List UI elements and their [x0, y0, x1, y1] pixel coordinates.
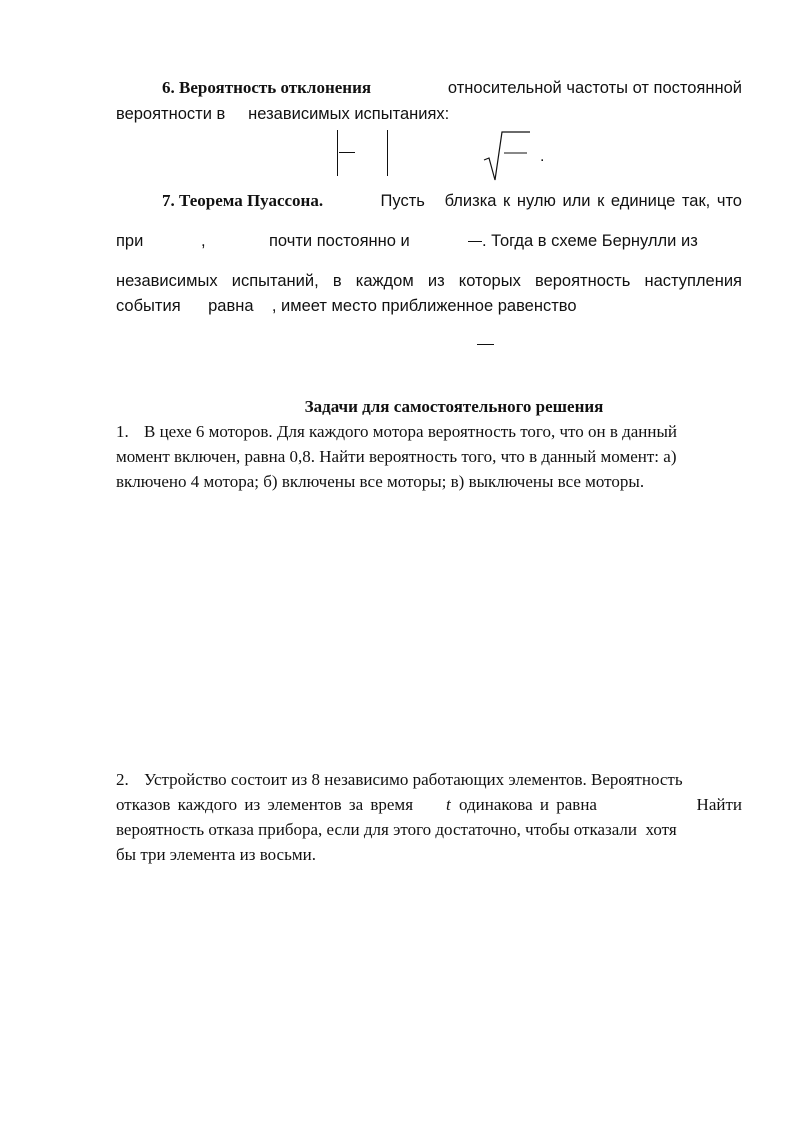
section7-line3-text: независимых испытаний, в каждом из которых вероятность наступления: [116, 272, 742, 290]
sqrt-sign: [482, 128, 532, 184]
task2-number: 2.: [116, 770, 129, 789]
section6-number: 6.: [162, 78, 175, 97]
fraction-bar: [339, 152, 355, 153]
task2-line1-text: Устройство состоит из 8 независимо работающих элементов. Вероятность: [144, 770, 683, 789]
section7-line1-rest: Пусть близка к нулю или к единице так, что: [380, 192, 742, 210]
section7-line1: [116, 190, 742, 212]
formula-period: .: [540, 148, 545, 165]
task2-line2-var: t: [446, 795, 451, 814]
section6-heading: [116, 77, 371, 99]
section7-line2-part3: почти постоянно и: [269, 232, 410, 250]
section7-title: Теорема Пуассона.: [179, 191, 324, 210]
task1-number: 1.: [116, 422, 129, 441]
section6-line1-rest: относительной частоты от постоянной: [447, 79, 742, 97]
task2-line2-part2: одинакова и равна: [459, 795, 597, 814]
section6-title: Вероятность отклонения: [179, 78, 372, 97]
section6-line1: [116, 77, 742, 99]
task2-line2: [116, 794, 742, 816]
task1-line3: включено 4 мотора; б) включены все моторы; в) выключены все моторы.: [116, 472, 645, 491]
section7-line2-part1: при: [116, 232, 144, 250]
section7-heading: [116, 190, 323, 212]
task2-line2-part3: Найти: [696, 795, 742, 814]
task2-line4: бы три элемента из восьми.: [116, 845, 316, 864]
section7-line2: [116, 230, 742, 252]
poisson-fraction-bar: [477, 344, 494, 345]
section7-line3: [116, 270, 742, 292]
section7-line4: события равна , имеет место приближенное равенство: [116, 297, 577, 315]
abs-bar-left: [337, 130, 338, 176]
task2-line3: вероятность отказа прибора, если для этого достаточно, чтобы отказали хотя: [116, 820, 677, 839]
deviation-formula: [330, 128, 560, 184]
section7-number: 7.: [162, 191, 175, 210]
task1-line2: момент включен, равна 0,8. Найти вероятность того, что в данный момент: а): [116, 447, 677, 466]
tasks-heading: Задачи для самостоятельного решения: [304, 397, 604, 416]
abs-bar-right: [387, 130, 388, 176]
lambda-fraction-bar: [468, 241, 482, 242]
task1-line1-text: В цехе 6 моторов. Для каждого мотора вероятность того, что он в данный: [144, 422, 678, 441]
section7-line2-part2: ,: [201, 232, 206, 250]
section7-line2-part4: . Тогда в схеме Бернулли из: [482, 232, 698, 250]
task2-line2-part1: отказов каждого из элементов за время: [116, 795, 414, 814]
section6-line2: вероятности в независимых испытаниях:: [116, 105, 450, 123]
